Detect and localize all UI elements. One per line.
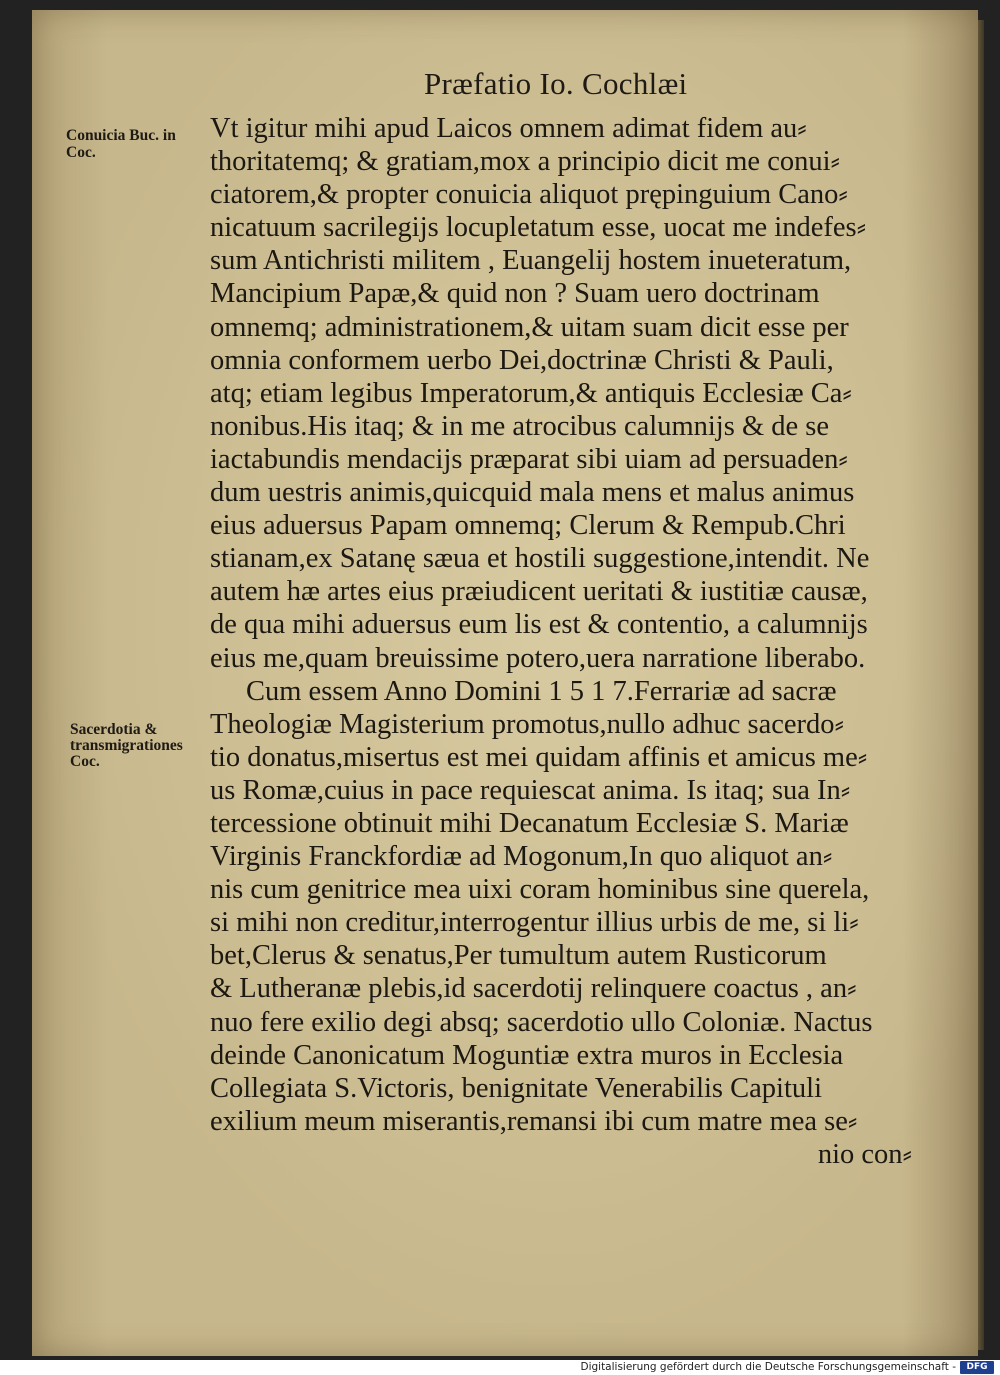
text-line: nicatuum sacrilegijs locupletatum esse, uocat me indefes⸗: [210, 212, 867, 244]
text-line: bet,Clerus & senatus,Per tumultum autem Rusticorum: [210, 940, 827, 972]
text-line: Collegiata S.Victoris, benignitate Venerabilis Capituli: [210, 1072, 822, 1104]
catchword: nio con⸗: [817, 1138, 912, 1170]
body-text: [210, 112, 940, 1171]
text-line: & Lutheranæ plebis,id sacerdotij relinquere coactus , an⸗: [210, 973, 857, 1005]
footer-credit: Digitalisierung gefördert durch die Deutsche Forschungsgemeinschaft -: [580, 1361, 956, 1373]
text-line: atq; etiam legibus Imperatorum,& antiquis Ecclesiæ Ca⸗: [210, 377, 852, 409]
text-line: Mancipium Papæ,& quid non ? Suam uero doctrinam: [210, 278, 820, 310]
running-header: Præfatio Io. Cochlæi: [424, 66, 688, 101]
dfg-logo-icon[interactable]: DFG: [960, 1361, 994, 1374]
footer-bar: [0, 1360, 1000, 1375]
text-line: sum Antichristi militem , Euangelij hostem inueteratum,: [210, 245, 852, 277]
text-line: omnia conformem uerbo Dei,doctrinæ Christi & Pauli,: [210, 344, 834, 376]
text-line: tercessione obtinuit mihi Decanatum Ecclesiæ S. Mariæ: [210, 807, 849, 839]
text-line: Vt igitur mihi apud Laicos omnem adimat fidem au⸗: [210, 113, 807, 144]
margin-note-line: transmigrationes: [70, 737, 183, 754]
margin-note-sacerdotia: [70, 722, 220, 770]
text-line: Cum essem Anno Domini 1 5 1 7.Ferrariæ ad sacræ: [246, 675, 837, 707]
text-line: thoritatemq; & gratiam,mox a principio dicit me conui⸗: [210, 146, 841, 178]
text-line: exilium meum miserantis,remansi ibi cum matre mea se⸗: [210, 1105, 858, 1137]
text-line: tio donatus,misertus est mei quidam affinis et amicus me⸗: [210, 741, 868, 773]
text-line: nis cum genitrice mea uixi coram hominibus sine querela,: [210, 874, 870, 906]
text-line: us Romæ,cuius in pace requiescat anima. Is itaq; sua In⸗: [210, 774, 851, 806]
text-line: deinde Canonicatum Moguntiæ extra muros in Ecclesia: [210, 1039, 844, 1071]
text-line: autem hæ artes eius præiudicent ueritati & iustitiæ causæ,: [210, 576, 868, 608]
margin-note-conuicia: [66, 127, 216, 161]
margin-note-line: Coc.: [70, 753, 100, 770]
text-line: stianam,ex Satanę sæua et hostili suggestione,intendit. Ne: [210, 543, 870, 575]
text-line: ciatorem,& propter conuicia aliquot prępinguium Cano⸗: [210, 179, 848, 211]
text-line: omnemq; administrationem,& uitam suam dicit esse per: [210, 311, 849, 343]
text-line: eius aduersus Papam omnemq; Clerum & Rempub.Chri: [210, 510, 846, 542]
text-line: Virginis Franckfordiæ ad Mogonum,In quo aliquot an⸗: [210, 841, 833, 873]
text-line: de qua mihi aduersus eum lis est & contentio, a calumnijs: [210, 609, 868, 641]
text-line: dum uestris animis,quicquid mala mens et malus animus: [210, 477, 855, 509]
margin-note-line: Sacerdotia &: [70, 721, 158, 738]
text-line: nuo fere exilio degi absq; sacerdotio ullo Coloniæ. Nactus: [210, 1006, 873, 1038]
margin-note-line: Coc.: [66, 144, 96, 161]
text-line: Theologiæ Magisterium promotus,nullo adhuc sacerdo⸗: [210, 708, 844, 740]
text-line: si mihi non creditur,interrogentur illius urbis de me, si li⸗: [210, 907, 859, 939]
text-line: nonibus.His itaq; & in me atrocibus calumnijs & de se: [210, 410, 829, 442]
text-line: iactabundis mendacijs præparat sibi uiam ad persuaden⸗: [210, 443, 848, 475]
margin-note-line: Conuicia Buc. in: [66, 127, 176, 144]
text-line: eius me,quam breuissime potero,uera narratione liberabo.: [210, 642, 866, 674]
